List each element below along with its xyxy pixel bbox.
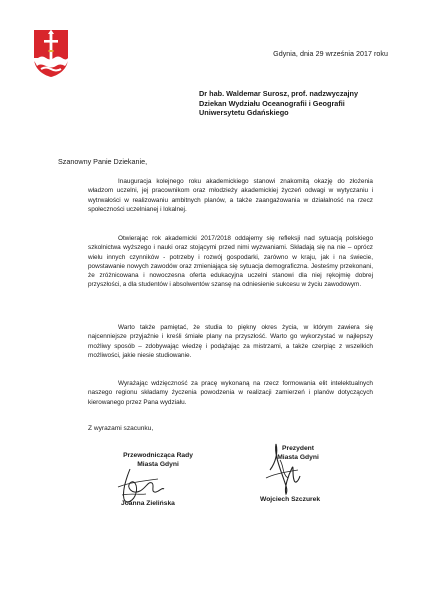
gdynia-coat-of-arms-icon — [32, 28, 70, 78]
body-paragraph-4: Wyrażając wdzięczność za pracę wykonaną na rzecz formowania elit intelektualnych naszego regionu składamy życzenia powodzenia w realizacji zamierzeń i planów dotyczących kierowanego przez Pana wydziału. — [88, 380, 373, 406]
closing-phrase: Z wyrazami szacunku, — [88, 425, 154, 432]
recipient-position: Dziekan Wydziału Oceanografii i Geografii — [199, 98, 345, 108]
signatory-org-left: Miasta Gdyni — [137, 460, 179, 468]
body-paragraph-2: Otwierając rok akademicki 2017/2018 oddajemy się refleksji nad sytuacją polskiego szkolnictwa wyższego i nauki oraz stojącymi przed nimi wyzwaniami. Składają się na nie – oprócz wielu innych czynników - potrzeby i rozwój gospodarki, zarówno w kraju, jak i na świecie, powstawanie nowych zawodów oraz zmieniająca się sytuacja demograficzna. Jesteśmy przekonani, że zróżnicowana i nowoczesna oferta edukacyjna uczelni stanowi dla niej rękojmię dobrej przyszłości, a dla studentów i absolwentów szansę na odniesienie sukcesu w życiu zawodowym. — [88, 235, 373, 289]
body-paragraph-3: Warto także pamiętać, że studia to piękny okres życia, w którym zawiera się najcenniejsze przyjaźnie i kreśli śmiałe plany na przyszłość. Warto go wykorzystać w najlepszy możliwy sposób – zdobywając wiedzę i podążając za mistrzami, a także czerpiąc z wszelkich możliwości, jakie niesie studiowanie. — [88, 324, 373, 359]
signatory-org-right: Miasta Gdyni — [277, 453, 319, 461]
recipient-address — [199, 89, 399, 118]
signatory-name-right: Wojciech Szczurek — [260, 496, 321, 503]
body-paragraph-1: Inauguracja kolejnego roku akademickiego stanowi znakomitą okazję do złożenia władzom uczelni, jej pracownikom oraz młodzieży akademickiej życzeń odwagi w wytyczaniu i wytrwałości w realizowaniu ambitnych planów, a także zaangażowania w działalność na rzecz społeczności uczelnianej i lokalnej. — [88, 178, 373, 213]
salutation: Szanowny Panie Dziekanie, — [58, 157, 148, 166]
signatory-title-right: Prezydent — [282, 445, 314, 452]
place-and-date: Gdynia, dnia 29 września 2017 roku — [273, 50, 388, 58]
recipient-university: Uniwersytetu Gdańskiego — [199, 108, 289, 118]
signatory-name-left: Joanna Zielińska — [121, 500, 175, 507]
signatory-title-left: Przewodnicząca Rady — [123, 452, 193, 459]
recipient-name: Dr hab. Waldemar Surosz, prof. nadzwyczajny — [199, 89, 359, 98]
handwritten-signature-right — [262, 440, 306, 498]
